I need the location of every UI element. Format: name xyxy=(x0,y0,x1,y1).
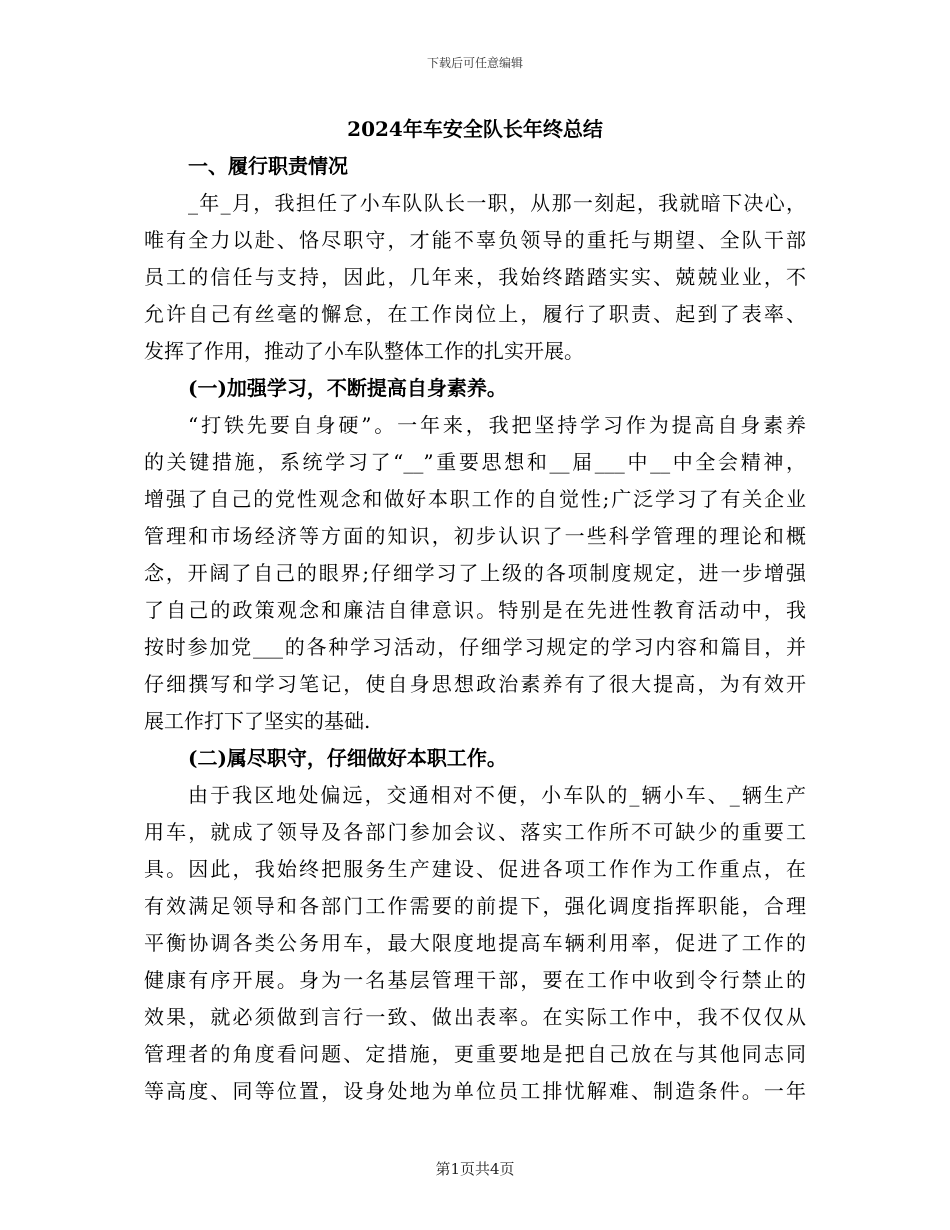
subsection-heading: (一)加强学习，不断提高自身素养。 xyxy=(188,376,507,400)
paragraph-line: 的关键措施，系统学习了“__”重要思想和__届___中__中全会精神， xyxy=(144,450,806,474)
paragraph-first-line: _年_月，我担任了小车队队长一职，从那一刻起，我就暗下决心， xyxy=(188,191,806,215)
paragraph-first-line: 由于我区地处偏远，交通相对不便，小车队的_辆小车、_辆生产 xyxy=(188,783,806,807)
document-title: 2024年车安全队长年终总结 xyxy=(347,117,603,141)
paragraph-line: 员工的信任与支持，因此，几年来，我始终踏踏实实、兢兢业业，不 xyxy=(144,265,806,289)
paragraph-line: 管理者的角度看问题、定措施，更重要地是把自己放在与其他同志同 xyxy=(144,1042,806,1066)
paragraph-line: 用车，就成了领导及各部门参加会议、落实工作所不可缺少的重要工 xyxy=(144,820,806,844)
paragraph-line: 念，开阔了自己的眼界;仔细学习了上级的各项制度规定，进一步增强 xyxy=(144,561,806,585)
paragraph-line: 效果，就必须做到言行一致、做出表率。在实际工作中，我不仅仅从 xyxy=(144,1005,806,1029)
paragraph-last-line: 发挥了作用，推动了小车队整体工作的扎实开展。 xyxy=(144,339,584,363)
section-heading: 一、履行职责情况 xyxy=(188,154,348,178)
download-note: 下载后可任意编辑 xyxy=(426,56,523,70)
paragraph-line: 平衡协调各类公务用车，最大限度地提高车辆利用率，促进了工作的 xyxy=(144,931,806,955)
paragraph-line: 仔细撰写和学习笔记，使自身思想政治素养有了很大提高，为有效开 xyxy=(144,672,806,696)
paragraph-line: 具。因此，我始终把服务生产建设、促进各项工作作为工作重点，在 xyxy=(144,857,806,881)
paragraph-first-line: “打铁先要自身硬”。一年来，我把坚持学习作为提高自身素养 xyxy=(188,413,806,437)
paragraph-line: 了自己的政策观念和廉洁自律意识。特别是在先进性教育活动中，我 xyxy=(144,598,806,622)
paragraph-line: 按时参加党___的各种学习活动，仔细学习规定的学习内容和篇目，并 xyxy=(144,635,806,659)
paragraph-line: 等高度、同等位置，设身处地为单位员工排忧解难、制造条件。一年 xyxy=(144,1079,806,1103)
paragraph-last-line: 展工作打下了坚实的基础. xyxy=(144,709,371,733)
subsection-heading: (二)属尽职守，仔细做好本职工作。 xyxy=(188,746,507,770)
paragraph-line: 增强了自己的党性观念和做好本职工作的自觉性;广泛学习了有关企业 xyxy=(144,487,806,511)
paragraph-line: 允许自己有丝毫的懈怠，在工作岗位上，履行了职责、起到了表率、 xyxy=(144,302,806,326)
paragraph-line: 管理和市场经济等方面的知识，初步认识了一些科学管理的理论和概 xyxy=(144,524,806,548)
document-body xyxy=(144,148,806,1110)
paragraph-line: 有效满足领导和各部门工作需要的前提下，强化调度指挥职能，合理 xyxy=(144,894,806,918)
page-number: 第1页共4页 xyxy=(435,1160,515,1178)
paragraph-line: 健康有序开展。身为一名基层管理干部，要在工作中收到令行禁止的 xyxy=(144,968,806,992)
paragraph-line: 唯有全力以赴、恪尽职守，才能不辜负领导的重托与期望、全队干部 xyxy=(144,228,806,252)
